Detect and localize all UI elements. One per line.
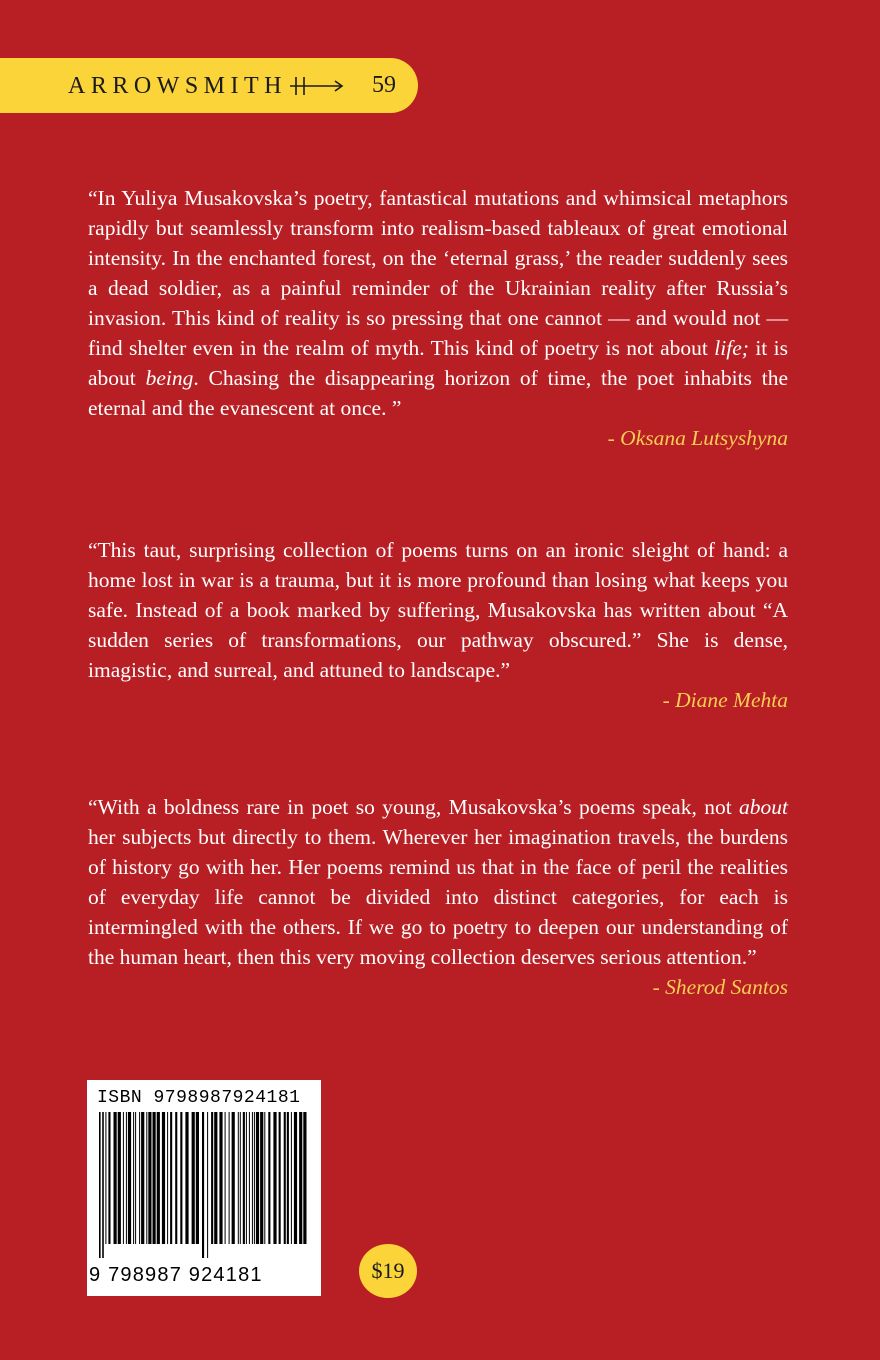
barcode-bar [139, 1112, 140, 1244]
publisher-banner [0, 58, 418, 113]
isbn-label: ISBN 9798987924181 [97, 1088, 301, 1108]
quote-segment: it is about [88, 336, 794, 390]
barcode-bar [264, 1112, 265, 1244]
barcode-bar [243, 1112, 245, 1244]
barcode-bar [162, 1112, 165, 1244]
publisher-name: ARROWSMITH [68, 73, 288, 99]
barcode-bar [126, 1112, 127, 1244]
barcode-bar [146, 1112, 147, 1244]
barcode-bar [254, 1112, 255, 1244]
barcode-bar [105, 1112, 106, 1244]
quote-text [88, 183, 794, 423]
quote-emphasis: life; [714, 336, 749, 360]
barcode-bar [214, 1112, 217, 1244]
quote-author: - Diane Mehta [662, 688, 788, 712]
barcode-digits: 9 798987 924181 [89, 1264, 263, 1286]
barcode-bar [232, 1112, 235, 1244]
barcode-bar [153, 1112, 156, 1244]
barcode-bar [240, 1112, 241, 1244]
barcode-bar [175, 1112, 177, 1244]
quote-emphasis: being [145, 366, 194, 390]
barcode-bar [256, 1112, 259, 1244]
barcode-bar [268, 1112, 270, 1244]
barcode-bar [114, 1112, 117, 1244]
arrow-icon [288, 74, 346, 98]
isbn-barcode [87, 1080, 321, 1296]
barcode-bar [294, 1112, 297, 1244]
series-number: 59 [372, 72, 396, 98]
barcode-bar [238, 1112, 239, 1244]
barcode-bar [157, 1112, 160, 1244]
price-label: $19 [371, 1258, 405, 1283]
barcode-bar [192, 1112, 195, 1244]
barcode-bar [102, 1112, 104, 1258]
barcode-bar [170, 1112, 172, 1244]
blurb-quote [88, 183, 794, 453]
blurb-quote [88, 535, 794, 715]
barcode-bar [219, 1112, 222, 1244]
barcode-bar [148, 1112, 151, 1244]
quote-emphasis: about [739, 795, 788, 819]
quote-segment: her subjects but directly to them. Wherever her imagination travels, the burdens of history go with her. Her poems remind us that in the face of peril the realities of everyday life cannot be divided into distinct categories, for each is intermingled with the others. If we go to poetry to deepen our understanding of the human heart, then this very moving collection deserves serious attention.” [88, 795, 794, 969]
quote-segment: . Chasing the disappearing horizon of time, the poet inhabits the eternal and the evanescent at once. ” [88, 366, 794, 420]
quote-segment: “This taut, surprising collection of poems turns on an ironic sleight of hand: a home lost in war is a trauma, but it is more profound than losing what keeps you safe. Instead of a book marked by suffering, Musakovska has written about “A sudden series of transformations, our pathway obscured.” She is dense, imagistic, and surreal, and attuned to landscape.” [88, 538, 794, 682]
quote-text [88, 792, 794, 972]
barcode-bar [246, 1112, 247, 1244]
barcode-bar [180, 1112, 182, 1244]
barcode-bar [108, 1112, 110, 1244]
barcode-bars [99, 1112, 311, 1258]
barcode-bar [299, 1112, 302, 1244]
blurb-quote [88, 792, 794, 1002]
quote-author: - Oksana Lutsyshyna [607, 426, 788, 450]
barcode-bar [99, 1112, 101, 1258]
barcode-bar [284, 1112, 286, 1244]
barcode-bar [185, 1112, 188, 1244]
barcode-bar [252, 1112, 253, 1244]
barcode-bar [135, 1112, 136, 1244]
barcode-bar [207, 1112, 208, 1258]
barcode-bar [273, 1112, 276, 1244]
barcode-bar [225, 1112, 226, 1244]
barcode-bar [196, 1112, 199, 1244]
barcode-bar [291, 1112, 292, 1244]
barcode-bar [287, 1112, 289, 1244]
barcode-bar [133, 1112, 134, 1244]
barcode-bar [128, 1112, 131, 1244]
quote-text [88, 535, 794, 685]
barcode-bar [167, 1112, 168, 1244]
barcode-bar [249, 1112, 250, 1244]
barcode-bar [118, 1112, 121, 1244]
price-badge [359, 1244, 417, 1298]
barcode-bar [303, 1112, 306, 1244]
barcode-bar [202, 1112, 204, 1258]
barcode-bar [229, 1112, 230, 1244]
quote-segment: “In Yuliya Musakovska’s poetry, fantastical mutations and whimsical metaphors rapidly but seamlessly transform into realism-based tableaux of great emotional intensity. In the enchanted forest, on the ‘eternal grass,’ the reader suddenly sees a dead soldier, as a painful reminder of the Ukrainian reality after Russia’s invasion. This kind of reality is so pressing that one cannot — and would not — find shelter even in the realm of myth. This kind of poetry is not about [88, 186, 794, 360]
quote-segment: “With a boldness rare in poet so young, Musakovska’s poems speak, not [88, 795, 740, 819]
barcode-bar [279, 1112, 281, 1244]
quote-author: - Sherod Santos [652, 975, 788, 999]
barcode-bar [123, 1112, 124, 1244]
barcode-bar [260, 1112, 263, 1244]
barcode-bar [211, 1112, 213, 1244]
barcode-bar [141, 1112, 144, 1244]
